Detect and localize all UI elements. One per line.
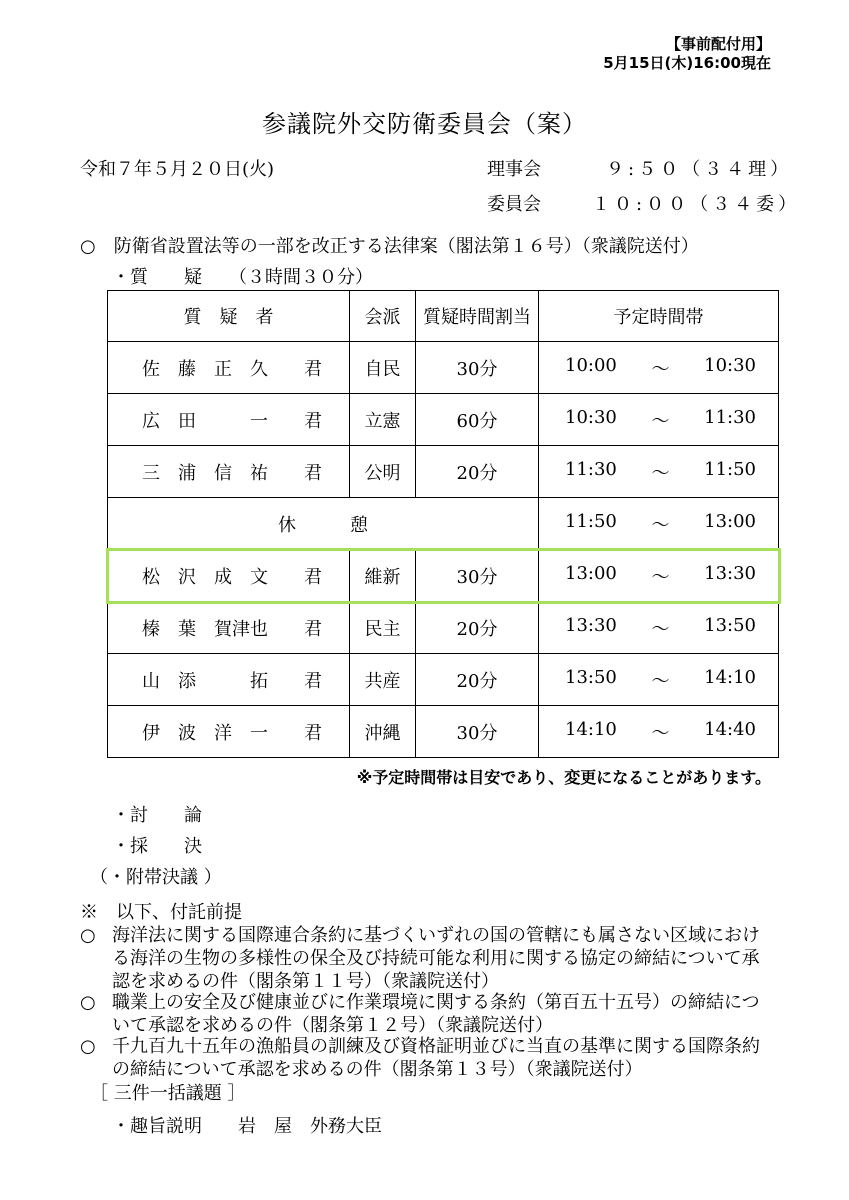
table-row	[108, 394, 779, 446]
treaty-3-text: 千九百九十五年の漁船員の訓練及び資格証明並びに当直の基準に関する国際条約の締結について承認を求めるの件（閣条第１３号）（衆議院送付）	[112, 1036, 760, 1080]
as-of-date: 5月15日(木)16:00現在	[603, 54, 771, 72]
range-separator: 〜	[651, 358, 670, 380]
end-time: 11:50	[704, 458, 756, 480]
range-separator: 〜	[651, 410, 670, 432]
table-header-row	[108, 291, 779, 342]
questioning-heading: ・質 疑 （３時間３０分）	[112, 267, 373, 288]
end-time: 14:10	[704, 666, 756, 688]
committee-label: 委員会	[487, 194, 541, 215]
questioner-name: 佐 藤 正 久 君	[108, 342, 350, 394]
referral-premise: ※ 以下、付託前提	[80, 902, 242, 923]
questioner-name: 広 田 一 君	[108, 394, 350, 446]
header-allocation: 質疑時間割当	[416, 291, 539, 342]
timeslot	[539, 394, 779, 446]
questioner-name: 三 浦 信 祐 君	[108, 446, 350, 498]
range-separator: 〜	[651, 566, 670, 588]
end-time: 14:40	[704, 718, 756, 740]
break-row	[108, 498, 779, 550]
start-time: 13:00	[565, 562, 617, 584]
timeslot	[539, 342, 779, 394]
allocation: 60分	[416, 394, 539, 446]
party: 公明	[350, 446, 416, 498]
end-time: 11:30	[704, 406, 756, 428]
questioning-table	[107, 290, 779, 758]
table-row	[108, 602, 779, 654]
table-row	[108, 654, 779, 706]
allocation: 20分	[416, 446, 539, 498]
allocation: 30分	[416, 706, 539, 758]
party: 維新	[350, 550, 416, 602]
range-separator: 〜	[651, 618, 670, 640]
end-time: 13:50	[704, 614, 756, 636]
distribution-tag: 【事前配付用】	[665, 35, 771, 53]
step-resolution: （・附帯決議 ）	[90, 867, 222, 888]
end-time: 13:30	[704, 562, 756, 584]
timeslot	[539, 446, 779, 498]
table-row	[108, 342, 779, 394]
treaty-1-text: 海洋法に関する国際連合条約に基づくいずれの国の管轄にも属さない区域における海洋の生物の多様性の保全及び持続可能な利用に関する協定の締結について承認を求めるの件（閣条第１１号）（衆議院送付）	[112, 925, 760, 992]
timeslot	[539, 550, 779, 602]
table-row	[108, 446, 779, 498]
start-time: 13:30	[565, 614, 617, 636]
questioner-name: 榛 葉 賀津也 君	[108, 602, 350, 654]
range-separator: 〜	[651, 722, 670, 744]
step-vote: ・採 決	[112, 836, 202, 857]
step-debate: ・討 論	[112, 805, 202, 826]
questioner-name: 伊 波 洋 一 君	[108, 706, 350, 758]
timeslot	[539, 602, 779, 654]
party: 自民	[350, 342, 416, 394]
end-time: 13:00	[704, 510, 756, 532]
bill-title: ○ 防衛省設置法等の一部を改正する法律案（閣法第１６号）（衆議院送付）	[80, 236, 699, 257]
start-time: 10:30	[565, 406, 617, 428]
page-title: 参議院外交防衛委員会（案）	[262, 110, 587, 138]
start-time: 11:50	[565, 510, 617, 532]
party: 共産	[350, 654, 416, 706]
explanation-line: ・趣旨説明 岩 屋 外務大臣	[112, 1116, 382, 1137]
committee-time: １０:００（３４委）	[592, 194, 801, 215]
start-time: 11:30	[565, 458, 617, 480]
board-label: 理事会	[487, 159, 541, 180]
party: 沖縄	[350, 706, 416, 758]
header-timeslot: 予定時間帯	[539, 291, 779, 342]
party: 民主	[350, 602, 416, 654]
header-party: 会派	[350, 291, 416, 342]
range-separator: 〜	[651, 514, 670, 536]
range-separator: 〜	[651, 462, 670, 484]
treaty-2-mark: ○	[80, 992, 96, 1013]
header-questioner: 質 疑 者	[108, 291, 350, 342]
party: 立憲	[350, 394, 416, 446]
timeslot	[539, 498, 779, 550]
allocation: 30分	[416, 550, 539, 602]
treaty-1-mark: ○	[80, 925, 96, 946]
allocation: 20分	[416, 654, 539, 706]
treaty-3-mark: ○	[80, 1036, 96, 1057]
table-row	[108, 706, 779, 758]
timeslot	[539, 706, 779, 758]
questioner-name: 松 沢 成 文 君	[108, 550, 350, 602]
allocation: 30分	[416, 342, 539, 394]
range-separator: 〜	[651, 670, 670, 692]
break-label: 休 憩	[108, 498, 539, 550]
allocation: 20分	[416, 602, 539, 654]
meeting-date: 令和７年５月２０日(火)	[80, 159, 275, 180]
treaty-2-text: 職業上の安全及び健康並びに作業環境に関する条約（第百五十五号）の締結について承認を求めるの件（閣条第１２号）（衆議院送付）	[112, 992, 760, 1036]
timeslot-note: ※予定時間帯は目安であり、変更になることがあります。	[356, 768, 771, 787]
end-time: 10:30	[704, 354, 756, 376]
timeslot	[539, 654, 779, 706]
batch-agenda: ［ 三件一括議題 ］	[90, 1083, 246, 1104]
questioner-name: 山 添 拓 君	[108, 654, 350, 706]
start-time: 14:10	[565, 718, 617, 740]
table-row-highlighted	[108, 550, 779, 602]
board-time: ９:５０（３４理）	[606, 159, 793, 180]
start-time: 13:50	[565, 666, 617, 688]
start-time: 10:00	[565, 354, 617, 376]
